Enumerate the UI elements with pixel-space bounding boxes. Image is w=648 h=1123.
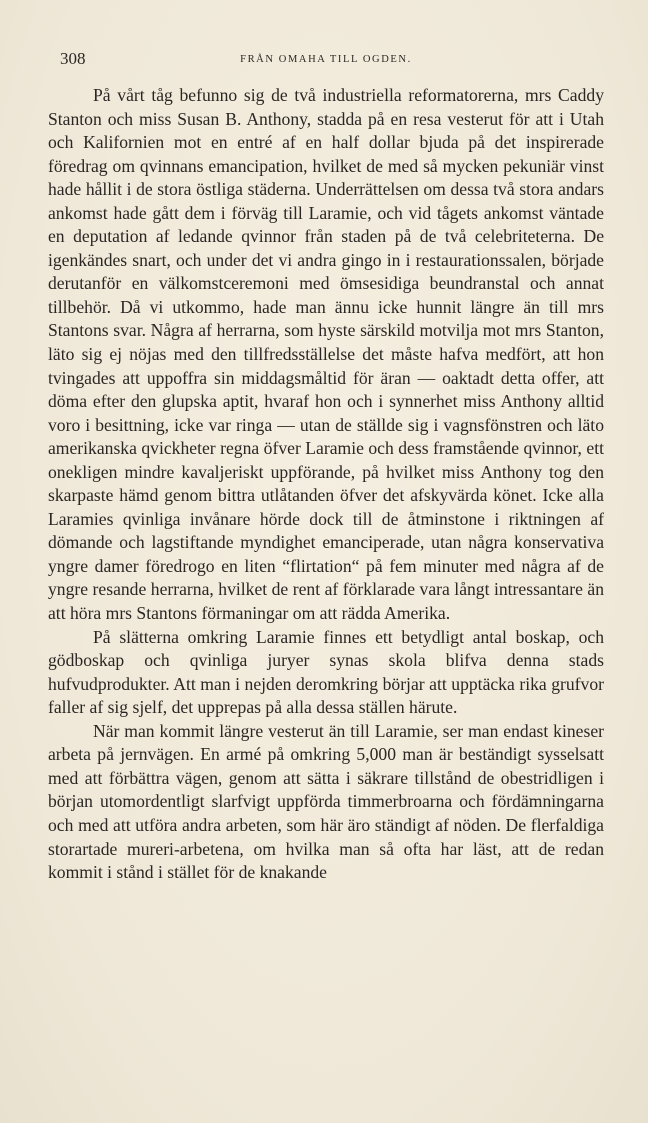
running-title: FRÅN OMAHA TILL OGDEN. bbox=[240, 54, 412, 65]
paragraph: På vårt tåg befunno sig de två industriella reformatorerna, mrs Caddy Stanton och miss Susan B. Anthony, stadda på en resa vesterut för att i Utah och Kalifornien mot en entré af en half dollar bjuda på det inspirerade föredrag om qvinnans emancipation, hvilket de med så mycken pekuniär vinst hade hållit i de stora östliga städerna. Underrättelsen om dessa två stora andars ankomst hade gått dem i förväg till Laramie, och vid tågets ankomst väntade en deputation af ledande qvinnor från staden på de två celebriteterna. De igenkändes snart, och under det vi andra gingo in i restaurationssalen, började derutanför en välkomstceremoni med ömsesidiga beundranstal och annat tillbehör. Då vi utkommo, hade man ännu icke hunnit längre än till mrs Stantons svar. Några af herrarna, som hyste särskild motvilja mot mrs Stanton, läto sig ej nöjas med den tillfredsställelse det måste hafva medfört, att hon tvingades att uppoffra sin middagsmåltid för äran — oaktadt detta offer, att döma efter den glupska aptit, hvaraf hon och i synnerhet miss Anthony alltid voro i besittning, icke var ringa — utan de ställde sig i vagnsfönstren och läto amerikanska qvickheter regna öfver Laramie och dess framstående qvinnor, ett onekligen mindre kavaljeriskt uppförande, på hvilket miss Anthony tog den skarpaste hämd genom bittra utlåtanden öfver det afskyvärda könet. Icke alla Laramies qvinliga invånare hörde dock till de åtminstone i riktningen af dömande och lagstiftande myndighet emanciperade, utan några konservativa yngre damer föredrogo en liten “flirtation“ på fem minuter med några af de yngre resande herrarna, hvilket de rent af förklarade vara långt intressantare än att höra mrs Stantons förmaningar om att rädda Amerika. bbox=[48, 85, 604, 624]
paragraph: På slätterna omkring Laramie finnes ett betydligt antal boskap, och gödboskap och qvinliga juryer synas skola blifva denna stads hufvudprodukter. Att man i nejden deromkring börjar att upptäcka rika grufvor faller af sig sjelf, det upprepas på alla dessa ställen härute. bbox=[48, 626, 604, 718]
body-text bbox=[48, 84, 604, 885]
page-number: 308 bbox=[60, 49, 86, 68]
running-head bbox=[48, 48, 604, 70]
paragraph: När man kommit längre vesterut än till Laramie, ser man endast kineser arbeta på jernvägen. En armé på omkring 5,000 man är beständigt sysselsatt med att förbättra vägen, genom att sätta i säkrare tillstånd de obestridligen i början utomordentligt slarfvigt uppförda timmerbroarna och fördämningarna och med att utföra andra arbeten, som här äro ständigt af nöden. De flerfaldiga storartade mureri-arbetena, om hvilka man så ofta har läst, att de redan kommit i stånd i stället för de knakande bbox=[48, 720, 604, 883]
